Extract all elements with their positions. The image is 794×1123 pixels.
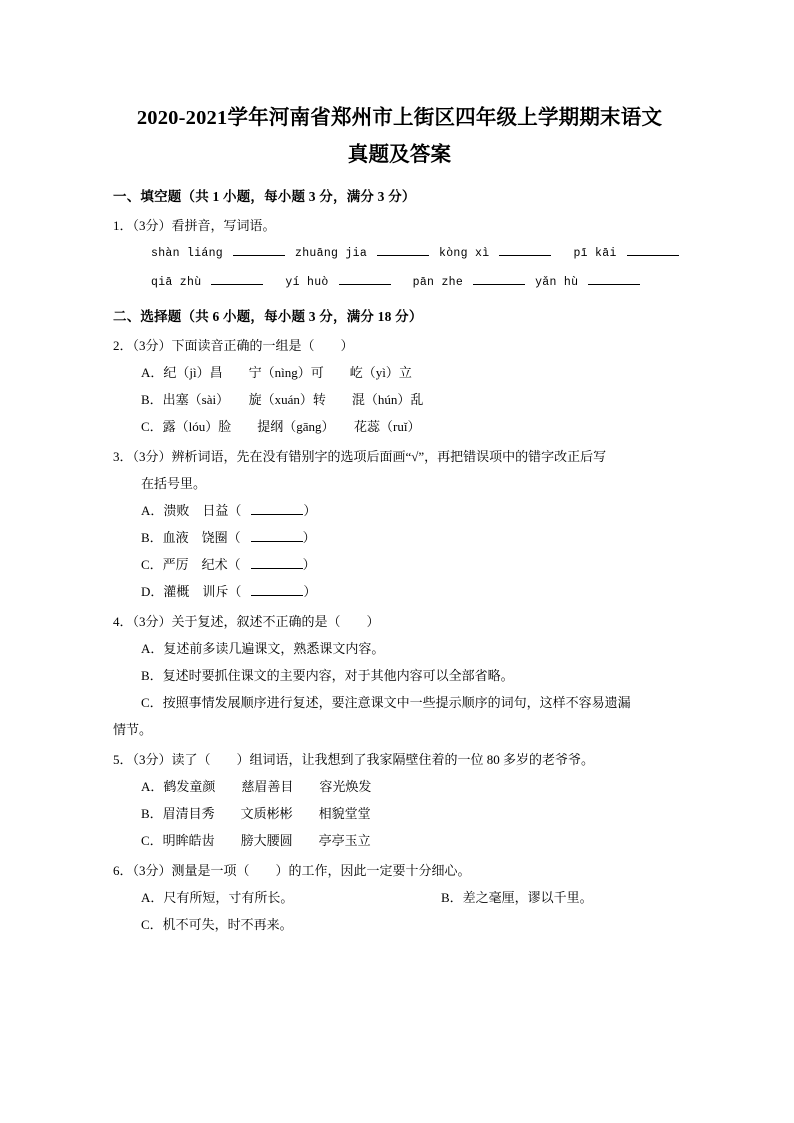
question-4-option-c[interactable]	[113, 689, 686, 716]
page-title	[113, 100, 686, 174]
answer-blank[interactable]	[339, 273, 391, 285]
question-2-option-b[interactable]: B．出塞（sài） 旋（xuán）转 混（hún）乱	[141, 392, 424, 407]
page-title-line-1: 2020-2021学年河南省郑州市上街区四年级上学期期末语文	[136, 107, 663, 129]
question-5-option-b[interactable]: B．眉清目秀 文质彬彬 相貌堂堂	[141, 806, 371, 821]
paren-close: ）	[303, 503, 317, 518]
question-3-option-c-label: C．严厉 纪术（	[141, 557, 241, 572]
paren-close: ）	[302, 530, 316, 545]
answer-blank[interactable]	[251, 503, 303, 515]
question-4-option-a[interactable]: A．复述前多读几遍课文，熟悉课文内容。	[141, 641, 385, 656]
answer-blank[interactable]	[377, 244, 429, 256]
question-3-option-d-label: D．灌概 训斥（	[141, 584, 242, 599]
question-1	[113, 212, 686, 297]
question-5-option-c[interactable]: C．明眸皓齿 膀大腰圆 亭亭玉立	[141, 833, 371, 848]
question-6	[113, 857, 686, 938]
question-3-option-d[interactable]	[113, 578, 686, 605]
question-3-stem-line-1: 3．（3分）辨析词语，先在没有错别字的选项后面画“√”，再把错误项中的错字改正后写	[113, 449, 607, 464]
question-2-option-a[interactable]: A．纪（jì）昌 宁（nìng）可 屹（yì）立	[141, 365, 412, 380]
page-title-line-2: 真题及答案	[347, 144, 452, 166]
question-4-option-c-text: C．按照事情发展顺序进行复述，要注意课文中一些提示顺序的词句，这样不容易遗漏	[141, 695, 631, 710]
question-5-option-a[interactable]: A．鹤发童颜 慈眉善目 容光焕发	[141, 779, 372, 794]
question-3	[113, 443, 686, 605]
answer-blank[interactable]	[211, 273, 263, 285]
paren-close: ）	[303, 584, 317, 599]
pinyin-zhuang-jia: zhuāng jia	[295, 247, 368, 260]
question-3-option-b-label: B．血液 饶圈（	[141, 530, 241, 545]
answer-blank[interactable]	[251, 530, 303, 542]
pinyin-yi-huo: yí huò	[285, 276, 329, 289]
pinyin-yan-hu: yǎn hù	[535, 276, 579, 289]
question-4-option-b[interactable]: B．复述时要抓住课文的主要内容，对于其他内容可以全部省略。	[141, 668, 514, 683]
question-3-stem	[113, 443, 686, 497]
answer-blank[interactable]	[233, 244, 285, 256]
question-3-option-b[interactable]	[113, 524, 686, 551]
question-3-option-a-label: A．溃败 日益（	[141, 503, 242, 518]
answer-blank[interactable]	[473, 273, 525, 285]
pinyin-pi-kai: pī kāi	[573, 247, 617, 260]
question-1-stem: 1．（3分）看拼音，写词语。	[113, 218, 276, 233]
question-3-stem-line-2: 在括号里。	[141, 476, 207, 491]
answer-blank[interactable]	[627, 244, 679, 256]
question-2	[113, 332, 686, 440]
pinyin-shan-liang: shàn liáng	[151, 247, 224, 260]
question-5-stem: 5．（3分）读了（ ）组词语，让我想到了我家隔壁住着的一位 80 多岁的老爷爷。	[113, 752, 595, 767]
section-heading-fill-in-blank: 一、填空题（共 1 小题，每小题 3 分，满分 3 分）	[113, 189, 416, 204]
question-4	[113, 608, 686, 743]
question-4-option-c-wrap: 情节。	[113, 722, 153, 737]
pinyin-kong-xi: kòng xì	[439, 247, 490, 260]
question-3-option-c[interactable]	[113, 551, 686, 578]
question-5	[113, 746, 686, 854]
question-6-stem: 6．（3分）测量是一项（ ）的工作，因此一定要十分细心。	[113, 863, 471, 878]
question-4-stem: 4．（3分）关于复述，叙述不正确的是（ ）	[113, 614, 380, 629]
answer-blank[interactable]	[499, 244, 551, 256]
question-6-option-c[interactable]: C．机不可失，时不再来。	[141, 917, 293, 932]
answer-blank[interactable]	[588, 273, 640, 285]
section-heading-multiple-choice: 二、选择题（共 6 小题，每小题 3 分，满分 18 分）	[113, 309, 423, 324]
paren-close: ）	[302, 557, 316, 572]
answer-blank[interactable]	[251, 584, 303, 596]
pinyin-pan-zhe: pān zhe	[412, 276, 464, 289]
question-2-option-c[interactable]: C．露（lóu）脸 提纲（gāng） 花蕊（ruǐ）	[141, 419, 421, 434]
question-2-stem: 2．（3分）下面读音正确的一组是（ ）	[113, 338, 354, 353]
question-1-pinyin-row-1	[113, 239, 686, 268]
answer-blank[interactable]	[251, 557, 303, 569]
question-1-pinyin-row-2	[113, 268, 686, 297]
question-6-options-row	[113, 884, 686, 911]
question-3-option-a[interactable]	[113, 497, 686, 524]
question-6-option-b[interactable]: B．差之毫厘，谬以千里。	[441, 890, 593, 905]
pinyin-qia-zhu: qiā zhù	[151, 276, 202, 289]
question-6-option-a[interactable]: A．尺有所短，寸有所长。	[141, 890, 294, 905]
